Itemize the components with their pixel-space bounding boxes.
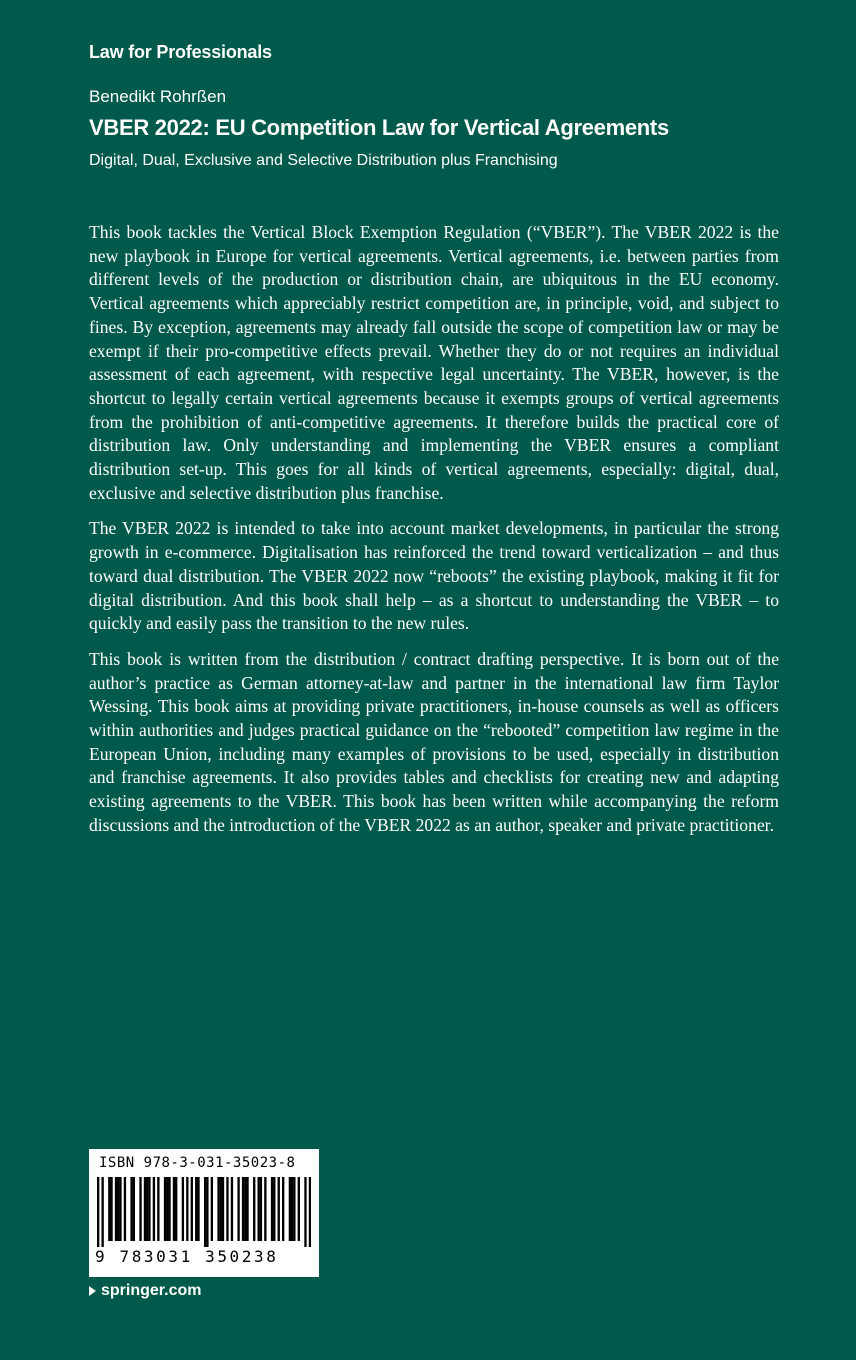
blurb-paragraph-2: The VBER 2022 is intended to take into account market developments, in particular the strong growth in e-commerce. Digitalisation has reinforced the trend toward verticalization – and thus toward dual distribution. The VBER 2022 now “reboots” the existing playbook, making it fit for digital distribution. And this book shall help – as a shortcut to understanding the VBER – to quickly and easily pass the transition to the new rules. <box>89 518 779 634</box>
barcode-bar <box>258 1177 260 1241</box>
author-name: Benedikt Rohrßen <box>89 87 227 106</box>
barcode-bar <box>226 1177 228 1241</box>
barcode-bar <box>173 1177 175 1241</box>
barcode-bar <box>148 1177 150 1241</box>
book-title: VBER 2022: EU Competition Law for Vertical Agreements <box>89 115 669 140</box>
barcode-bar <box>304 1177 306 1247</box>
barcode-bar <box>309 1177 311 1247</box>
barcode-bar <box>246 1177 248 1241</box>
barcode-bar <box>242 1177 244 1241</box>
barcode-bar <box>130 1177 132 1241</box>
barcode-bar <box>222 1177 224 1241</box>
barcode-icon <box>97 1177 311 1247</box>
barcode-bar <box>278 1177 280 1241</box>
publisher-website-label: springer.com <box>101 1282 202 1299</box>
barcode-bar <box>168 1177 170 1241</box>
barcode-bar <box>231 1177 233 1241</box>
barcode-bar <box>260 1177 262 1241</box>
barcode-bar <box>110 1177 112 1241</box>
barcode-bar <box>298 1177 300 1241</box>
series-name: Law for Professionals <box>89 42 272 62</box>
barcode-bar <box>195 1177 197 1241</box>
barcode-bar <box>144 1177 146 1241</box>
blurb <box>89 221 779 850</box>
barcode-bar <box>237 1177 239 1241</box>
barcode-bar <box>175 1177 177 1241</box>
barcode-bar <box>191 1177 193 1241</box>
barcode-bar <box>182 1177 184 1241</box>
barcode-box <box>89 1149 319 1277</box>
barcode-bar <box>157 1177 159 1241</box>
barcode-bar <box>217 1177 219 1241</box>
barcode-bar <box>206 1177 208 1247</box>
barcode-bar <box>220 1177 222 1241</box>
barcode-bar <box>204 1177 206 1247</box>
barcode-bar <box>117 1177 119 1241</box>
barcode-bar <box>124 1177 126 1241</box>
publisher-website[interactable] <box>89 1282 201 1300</box>
barcode-bar <box>289 1177 291 1241</box>
barcode-bar <box>264 1177 266 1241</box>
barcode-bar <box>253 1177 255 1241</box>
barcode-digits: 9 783031 350238 <box>95 1247 279 1266</box>
barcode-bar <box>139 1177 141 1241</box>
barcode-bar <box>211 1177 213 1241</box>
barcode-bar <box>146 1177 148 1241</box>
barcode-bar <box>293 1177 295 1241</box>
barcode-bar <box>197 1177 199 1241</box>
barcode-bar <box>153 1177 155 1241</box>
isbn-label: ISBN 978-3-031-35023-8 <box>99 1155 296 1171</box>
barcode-bar <box>108 1177 110 1241</box>
barcode-bar <box>282 1177 284 1241</box>
blurb-paragraph-3: This book is written from the distribution / contract drafting perspective. It is born out of the author’s practice as German attorney-at-law and partner in the international law firm Taylor Wessing. This book aims at providing private practitioners, in-house counsels as well as officers within authorities and judges practical guidance on the “rebooted” competition law regime in the European Union, including many examples of provisions to be used, especially in distribution and franchise agreements. It also provides tables and checklists for creating new and adapting existing agreements to the VBER. This book has been written while accompanying the reform discussions and the introduction of the VBER 2022 as an author, speaker and private practitioner. <box>89 648 779 835</box>
barcode-bar <box>115 1177 117 1241</box>
barcode-bar <box>119 1177 121 1241</box>
barcode-bar <box>166 1177 168 1241</box>
barcode-bar <box>271 1177 273 1241</box>
barcode-bar <box>244 1177 246 1241</box>
barcode-bar <box>291 1177 293 1241</box>
barcode-bar <box>186 1177 188 1241</box>
barcode-bar <box>273 1177 275 1241</box>
barcode-bar <box>133 1177 135 1241</box>
blurb-paragraph-1: This book tackles the Vertical Block Exemption Regulation (“VBER”). The VBER 2022 is the new playbook in Europe for vertical agreements. Vertical agreements, i.e. between parties from different levels of the production or distribution chain, are ubiquitous in the EU economy. Vertical agreements which appreciably restrict competition are, in principle, void, and subject to fines. By exception, agreements may already fall outside the scope of competition law or may be exempt if their pro-competitive effects prevail. Whether they do or not requires an individual assessment of each agreement, with respective legal uncertainty. The VBER, however, is the shortcut to legally certain vertical agreements because it exempts groups of vertical agreements from the prohibition of anti-competitive agreements. It therefore builds the practical core of distribution law. Only understanding and implementing the VBER ensures a compliant distribution set-up. This goes for all kinds of vertical agreements, especially: digital, dual, exclusive and selective distribution plus franchise. <box>89 222 779 503</box>
book-subtitle: Digital, Dual, Exclusive and Selective Distribution plus Franchising <box>89 152 558 169</box>
barcode-bar <box>164 1177 166 1241</box>
arrow-right-icon <box>89 1286 96 1296</box>
barcode-bar <box>97 1177 99 1247</box>
barcode-bar <box>101 1177 103 1247</box>
